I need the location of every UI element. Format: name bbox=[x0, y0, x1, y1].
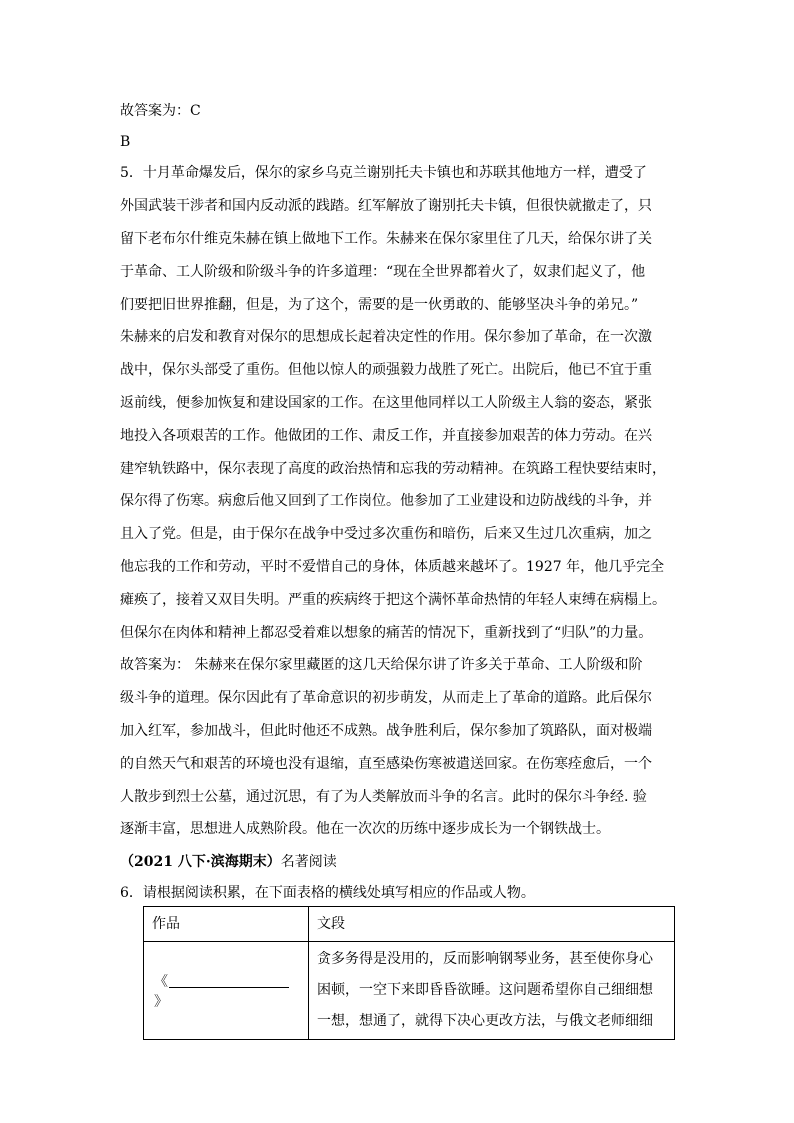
passage-cell: 贪多务得是没用的，反而影响钢琴业务，甚至使你身心困顿，一空下来即昏昏欲睡。这问题希望你自己细细想一想，想通了，就得下决心更改方法，与俄文老师细细 bbox=[309, 942, 675, 1040]
section-source: （2021 八下·滨海期末） bbox=[120, 854, 281, 870]
q5-line-13: 他忘我的工作和劳动，平时不爱惜自己的身体，体质越来越坏了。1927 年，他几乎完全 bbox=[120, 559, 665, 575]
q6-prompt: 6．请根据阅读积累，在下面表格的横线处填写相应的作品或人物。 bbox=[120, 885, 535, 901]
works-table bbox=[143, 906, 675, 1040]
q5-line-4: 于革命、工人阶级和阶级斗争的许多道理：“现在全世界都着火了，奴隶们起义了，他 bbox=[120, 264, 646, 280]
q5-line-8: 返前线，便参加恢复和建设国家的工作。在这里他同样以工人阶级主人翁的姿态，紧张 bbox=[120, 395, 652, 411]
q5-answer-line-4: 的自然天气和艰苦的环境也没有退缩，直至感染伤寒被遣送回家。在伤寒痊愈后，一个 bbox=[120, 756, 652, 772]
q5-line-5: 们要把旧世界推翻，但是，为了这个，需要的是一伙勇敢的、能够坚决斗争的弟兄。” bbox=[120, 297, 639, 313]
q5-answer-line-3: 加入红军，参加战斗，但此时他还不成熟。战争胜利后，保尔参加了筑路队，面对极端 bbox=[120, 723, 652, 739]
q5-answer-line-6: 逐渐丰富，思想进人成熟阶段。他在一次次的历练中逐步成长为一个钢铁战士。 bbox=[120, 821, 610, 837]
table-row bbox=[144, 942, 675, 1040]
q5-line-11: 保尔得了伤寒。病愈后他又回到了工作岗位。他参加了工业建设和边防战线的斗争，并 bbox=[120, 493, 652, 509]
q5-answer-line-2: 级斗争的道理。保尔因此有了革命意识的初步萌发，从而走上了革命的道路。此后保尔 bbox=[120, 690, 652, 706]
answer-line-4: 故答案为：C bbox=[120, 103, 201, 119]
section-heading bbox=[120, 853, 337, 871]
table-header-row bbox=[144, 907, 675, 942]
q5-line-10: 建窄轨铁路中，保尔表现了高度的政治热情和忘我的劳动精神。在筑路工程快要结束时， bbox=[120, 461, 666, 477]
q5-line-15: 但保尔在肉体和精神上都忍受着难以想象的痛苦的情况下，重新找到了“归队”的力量。 bbox=[120, 625, 653, 641]
q5-line-14: 瘫痪了，接着又双目失明。严重的疾病终于把这个满怀革命热情的年轻人束缚在病榻上。 bbox=[120, 592, 666, 608]
q5-line-7: 战中，保尔头部受了重伤。但他以惊人的顽强毅力战胜了死亡。出院后，他已不宜于重 bbox=[120, 362, 652, 378]
q5-line-3: 留下老布尔什维克朱赫在镇上做地下工作。朱赫来在保尔家里住了几天，给保尔讲了关 bbox=[120, 231, 652, 247]
book-title-open-mark: 《 bbox=[154, 973, 168, 990]
q5-line-6: 朱赫来的启发和教育对保尔的思想成长起着决定性的作用。保尔参加了革命，在一次激 bbox=[120, 329, 652, 345]
q5-answer-line-5: 人散步到烈士公墓，通过沉思，有了为人类解放而斗争的名言。此时的保尔斗争经. 验 bbox=[120, 789, 647, 805]
header-passage: 文段 bbox=[309, 907, 675, 942]
header-work: 作品 bbox=[144, 907, 309, 942]
q5-line-2: 外国武装干涉者和国内反动派的践踏。红军解放了谢别托夫卡镇，但很快就撤走了，只 bbox=[120, 198, 652, 214]
work-cell bbox=[144, 942, 309, 1040]
answer-letter-b: B bbox=[120, 134, 131, 150]
q5-line-9: 地投入各项艰苦的工作。他做团的工作、肃反工作，并直接参加艰苦的体力劳动。在兴 bbox=[120, 428, 652, 444]
q5-answer-line-1: 故答案为： 朱赫来在保尔家里藏匿的这几天给保尔讲了许多关于革命、工人阶级和阶 bbox=[120, 657, 643, 673]
q5-line-12: 且入了党。但是，由于保尔在战争中受过多次重伤和暗伤，后来又生过几次重病，加之 bbox=[120, 526, 652, 542]
section-title: 名著阅读 bbox=[280, 854, 337, 870]
book-title-close-mark: 》 bbox=[154, 993, 168, 1010]
work-blank-field[interactable] bbox=[169, 973, 289, 988]
q5-line-1: 5．十月革命爆发后，保尔的家乡乌克兰谢别托夫卡镇也和苏联其他地方一样，遭受了 bbox=[120, 165, 647, 181]
